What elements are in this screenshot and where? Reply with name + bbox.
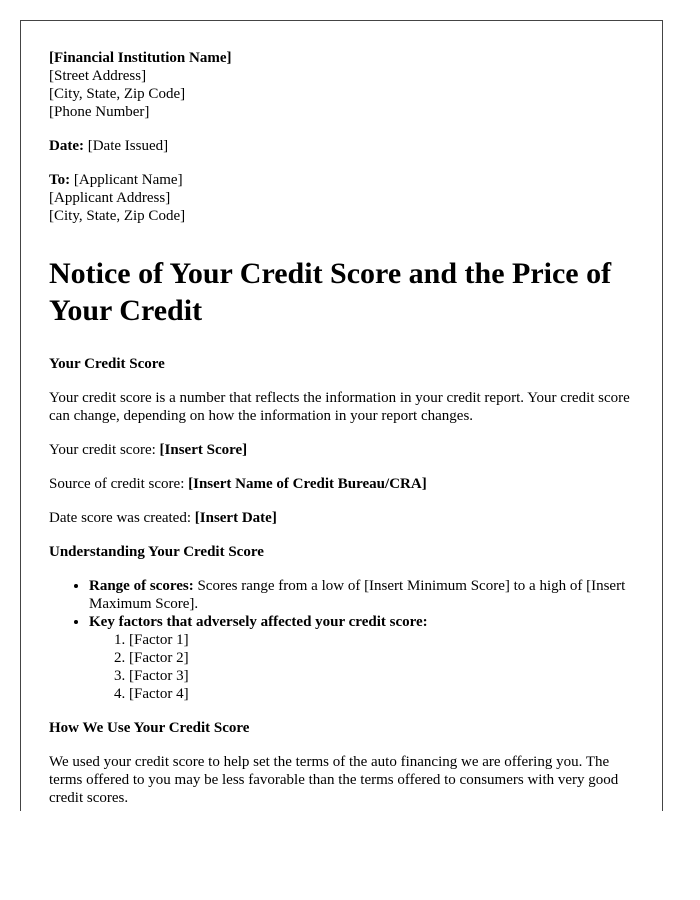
- factor-item: 1. [Factor 1]: [129, 631, 639, 649]
- credit-score-heading-wrap: [49, 355, 639, 373]
- score-line: [49, 441, 639, 459]
- recipient-address: [Applicant Address]: [49, 190, 171, 206]
- range-text: Scores range from a low of [Insert Minimum Score] to a high of [Insert Maximum Score].: [89, 578, 626, 612]
- letter-page: [20, 20, 663, 811]
- source-label: Source of credit score:: [49, 476, 185, 492]
- sender-block: [49, 49, 639, 121]
- sender-phone: [Phone Number]: [49, 104, 150, 120]
- source-line: [49, 475, 639, 493]
- score-date-line: [49, 509, 639, 527]
- sender-city: [City, State, Zip Code]: [49, 86, 186, 102]
- recipient-block: [49, 171, 639, 225]
- recipient-label: To:: [49, 172, 71, 188]
- score-label: Your credit score:: [49, 442, 156, 458]
- understanding-list: [49, 577, 639, 703]
- factors-label: Key factors that adversely affected your credit score:: [89, 614, 428, 630]
- notice-title: Notice of Your Credit Score and the Price of Your Credit: [49, 257, 612, 327]
- date-label: Date:: [49, 138, 84, 154]
- letter-body: [49, 49, 639, 811]
- list-item: [89, 613, 639, 703]
- factor-item: 4. [Factor 4]: [129, 685, 639, 703]
- date-line: [49, 137, 639, 155]
- sender-street: [Street Address]: [49, 68, 147, 84]
- source-value: [Insert Name of Credit Bureau/CRA]: [188, 476, 427, 492]
- institution-name: [Financial Institution Name]: [49, 50, 232, 66]
- usage-text: We used your credit score to help set the terms of the auto financing we are offering you. The terms offered to you may be less favorable than the terms offered to consumers with very good credit scores.: [49, 754, 619, 806]
- date-value: [Date Issued]: [87, 138, 169, 154]
- recipient-city: [City, State, Zip Code]: [49, 208, 186, 224]
- factor-item: 2. [Factor 2]: [129, 649, 639, 667]
- credit-score-heading: Your Credit Score: [49, 356, 165, 372]
- recipient-name: [Applicant Name]: [73, 172, 183, 188]
- score-value: [Insert Score]: [159, 442, 248, 458]
- credit-score-intro: Your credit score is a number that reflects the information in your credit report. Your credit score can change, depending on how the information in your report changes.: [49, 390, 630, 424]
- score-date-value: [Insert Date]: [194, 510, 277, 526]
- factor-item: 3. [Factor 3]: [129, 667, 639, 685]
- factors-list: [89, 631, 639, 703]
- usage-heading: How We Use Your Credit Score: [49, 720, 250, 736]
- list-item: [89, 577, 639, 613]
- score-date-label: Date score was created:: [49, 510, 192, 526]
- range-label: Range of scores:: [89, 578, 194, 594]
- understanding-heading: Understanding Your Credit Score: [49, 544, 264, 560]
